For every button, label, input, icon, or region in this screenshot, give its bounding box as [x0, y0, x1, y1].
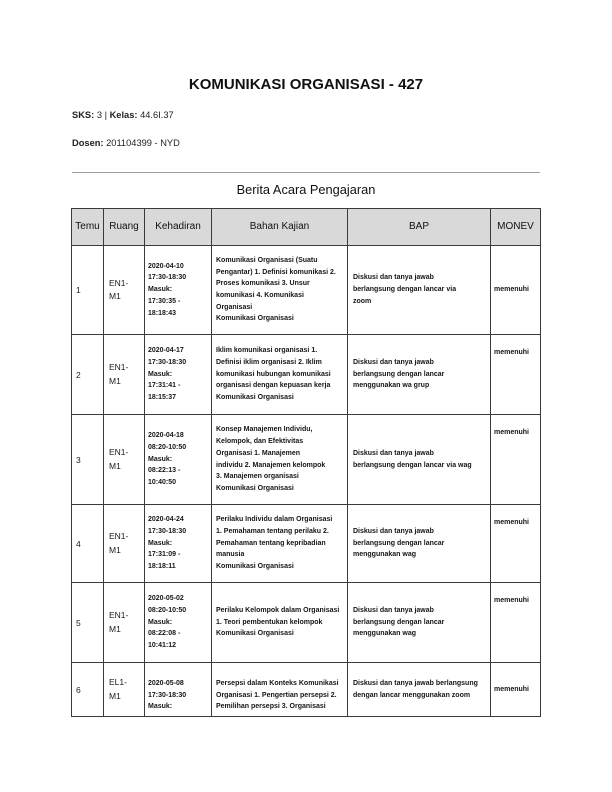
bahan-kajian-text: Perilaku Kelompok dalam Organisasi — [216, 606, 340, 614]
bahan-kajian-text: 3. Manajemen organisasi — [216, 473, 299, 481]
cell-bap — [348, 583, 491, 663]
cell-kehadiran — [145, 505, 212, 583]
cell-bap — [348, 415, 491, 505]
divider — [72, 172, 540, 173]
bap-text: berlangsung dengan lancar — [353, 618, 445, 626]
cell-monev — [491, 663, 541, 717]
course-title: KOMUNIKASI ORGANISASI - 427 — [188, 76, 424, 93]
dosen-value: 201104399 - NYD — [106, 138, 180, 148]
bahan-kajian-text: Komunikasi Organisasi (Suatu — [216, 256, 318, 264]
bap-text: Diskusi dan tanya jawab — [353, 449, 434, 457]
kehadiran-text: 18:18:43 — [148, 309, 177, 317]
temu-text: 3 — [76, 454, 81, 465]
cell-temu — [72, 415, 104, 505]
ruang-text: EN1- — [109, 277, 129, 288]
bahan-kajian-text: Konsep Manajemen Individu, — [216, 426, 313, 434]
cell-bahan-kajian — [212, 246, 348, 335]
cell-monev — [491, 505, 541, 583]
bap-text: menggunakan wag — [353, 551, 417, 559]
kehadiran-text: 10:41:12 — [148, 642, 177, 650]
bap-text: berlangsung dengan lancar via wag — [353, 461, 472, 469]
bahan-kajian-text: organisasi dengan kepuasan kerja — [216, 382, 331, 390]
kehadiran-text: 2020-04-18 — [148, 432, 184, 440]
cell-bap — [348, 505, 491, 583]
bahan-kajian-text: 1. Teori pembentukan kelompok — [216, 618, 323, 626]
bahan-kajian-text: komunikasi hubungan komunikasi — [216, 370, 331, 378]
cell-bap — [348, 335, 491, 415]
kehadiran-text: 17:31:09 - — [148, 551, 181, 559]
bap-text: Diskusi dan tanya jawab — [353, 606, 434, 614]
bahan-kajian-text: Definisi iklim organisasi 2. Iklim — [216, 358, 322, 366]
cell-kehadiran — [145, 335, 212, 415]
bahan-kajian-text: Komunikasi Organisasi — [216, 394, 294, 402]
kehadiran-text: 17:30-18:30 — [148, 274, 187, 282]
temu-text: 2 — [76, 369, 81, 380]
cell-ruang — [104, 663, 145, 717]
ruang-text: EN1- — [109, 362, 129, 372]
bahan-kajian-text: Komunikasi Organisasi — [216, 563, 294, 571]
column-header-bahan-kajian: Bahan Kajian — [212, 209, 348, 246]
kehadiran-text: Masuk: — [148, 455, 173, 463]
kehadiran-text: 17:31:41 - — [148, 382, 181, 390]
bahan-kajian-text: Perilaku Individu dalam Organisasi — [216, 516, 333, 524]
meta-separator: | — [104, 110, 107, 120]
monev-text: memenuhi — [494, 519, 530, 526]
cell-bahan-kajian — [212, 663, 348, 717]
bahan-kajian-text: Organisasi — [216, 303, 253, 311]
kehadiran-text: 2020-05-08 — [148, 680, 184, 687]
teaching-record-table — [71, 208, 541, 717]
temu-text: 6 — [76, 684, 81, 695]
bahan-kajian-text: Kelompok, dan Efektivitas — [216, 438, 304, 446]
lecturer-info — [72, 137, 180, 149]
kelas-value: 44.6I.37 — [140, 110, 174, 120]
dosen-label: Dosen: — [72, 138, 104, 148]
cell-temu — [72, 246, 104, 335]
kehadiran-text: 2020-04-17 — [148, 347, 184, 355]
monev-text: memenuhi — [494, 685, 530, 693]
bahan-kajian-text: Komunikasi Organisasi — [216, 315, 294, 323]
ruang-text: M1 — [109, 460, 121, 471]
cell-kehadiran — [145, 583, 212, 663]
bahan-kajian-text: 1. Pemahaman tentang perilaku 2. — [216, 527, 329, 535]
bahan-kajian-text: Pemilihan persepsi 3. Organisasi — [216, 703, 326, 711]
bap-text: berlangsung dengan lancar — [353, 370, 445, 378]
kehadiran-text: Masuk: — [148, 539, 173, 547]
ruang-text: EN1- — [109, 610, 129, 620]
monev-text: memenuhi — [494, 429, 530, 436]
bahan-kajian-text: Proses komunikasi 3. Unsur — [216, 280, 310, 288]
bap-text: dengan lancar menggunakan zoom — [353, 691, 471, 699]
column-header-ruang: Ruang — [104, 209, 145, 246]
column-header-bap: BAP — [348, 209, 491, 246]
cell-bahan-kajian — [212, 415, 348, 505]
kehadiran-text: 2020-04-10 — [148, 262, 184, 270]
bahan-kajian-text: Komunikasi Organisasi — [216, 630, 294, 638]
kehadiran-text: 08:20-10:50 — [148, 443, 187, 451]
column-header-monev: MONEV — [491, 209, 541, 246]
kehadiran-text: Masuk: — [148, 618, 173, 626]
kehadiran-text: Masuk: — [148, 286, 173, 294]
cell-ruang — [104, 246, 145, 335]
temu-text: 5 — [76, 617, 81, 628]
section-title: Berita Acara Pengajaran — [236, 182, 376, 197]
cell-ruang — [104, 335, 145, 415]
class-info — [72, 109, 174, 121]
cell-bahan-kajian — [212, 335, 348, 415]
kehadiran-text: 18:15:37 — [148, 394, 177, 402]
cell-monev — [491, 415, 541, 505]
bahan-kajian-text: Organisasi 1. Pengertian persepsi 2. — [216, 691, 337, 699]
bap-text: zoom — [353, 297, 372, 305]
cell-ruang — [104, 415, 145, 505]
cell-monev — [491, 246, 541, 335]
cell-bahan-kajian — [212, 583, 348, 663]
monev-text: memenuhi — [494, 286, 530, 294]
ruang-text: M1 — [109, 690, 121, 701]
bahan-kajian-text: Organisasi 1. Manajemen — [216, 449, 301, 457]
cell-temu — [72, 663, 104, 717]
ruang-text: EN1- — [109, 447, 129, 457]
bap-text: menggunakan wa grup — [353, 382, 430, 390]
cell-monev — [491, 583, 541, 663]
column-header-temu: Temu — [72, 209, 104, 246]
bahan-kajian-text: Komunikasi Organisasi — [216, 484, 294, 492]
bap-text: berlangsung dengan lancar — [353, 539, 445, 547]
kehadiran-text: 10:40:50 — [148, 479, 177, 487]
bap-text: menggunakan wag — [353, 630, 417, 638]
cell-bap — [348, 663, 491, 717]
cell-ruang — [104, 583, 145, 663]
bap-text: Diskusi dan tanya jawab — [353, 527, 434, 535]
cell-kehadiran — [145, 663, 212, 717]
sks-value: 3 — [96, 110, 102, 120]
cell-monev — [491, 335, 541, 415]
kehadiran-text: 08:22:08 - — [148, 630, 181, 638]
kehadiran-text: 08:20-10:50 — [148, 606, 187, 614]
monev-text: memenuhi — [494, 349, 530, 356]
bahan-kajian-text: manusia — [216, 551, 245, 559]
cell-temu — [72, 583, 104, 663]
bahan-kajian-text: Pengantar) 1. Definisi komunikasi 2. — [216, 268, 336, 276]
temu-text: 4 — [76, 538, 81, 549]
kehadiran-text: 2020-04-24 — [148, 516, 184, 524]
cell-kehadiran — [145, 415, 212, 505]
kehadiran-text: 17:30:35 - — [148, 297, 181, 305]
cell-bahan-kajian — [212, 505, 348, 583]
bap-text: Diskusi dan tanya jawab berlangsung — [353, 679, 478, 687]
ruang-text: M1 — [109, 291, 121, 301]
column-header-kehadiran: Kehadiran — [145, 209, 212, 246]
kehadiran-text: Masuk: — [148, 370, 173, 378]
bap-text: Diskusi dan tanya jawab — [353, 274, 434, 282]
cell-temu — [72, 505, 104, 583]
sks-label: SKS: — [72, 110, 95, 120]
bahan-kajian-text: Persepsi dalam Konteks Komunikasi — [216, 680, 339, 687]
bahan-kajian-text: individu 2. Manajemen kelompok — [216, 461, 326, 469]
kehadiran-text: Masuk: — [148, 703, 173, 711]
bahan-kajian-text: Pemahaman tentang kepribadian — [216, 539, 326, 547]
ruang-text: M1 — [109, 623, 121, 634]
temu-text: 1 — [76, 285, 81, 295]
bahan-kajian-text: komunikasi 4. Komunikasi — [216, 292, 304, 299]
kehadiran-text: 08:22:13 - — [148, 467, 181, 475]
kehadiran-text: 17:30-18:30 — [148, 691, 187, 699]
ruang-text: EN1- — [109, 531, 129, 541]
ruang-text: M1 — [109, 544, 121, 555]
ruang-text: EL1- — [109, 677, 127, 687]
kelas-label: Kelas: — [109, 110, 138, 120]
cell-temu — [72, 335, 104, 415]
kehadiran-text: 17:30-18:30 — [148, 358, 187, 366]
cell-bap — [348, 246, 491, 335]
ruang-text: M1 — [109, 375, 121, 386]
kehadiran-text: 18:18:11 — [148, 563, 176, 571]
kehadiran-text: 2020-05-02 — [148, 595, 184, 603]
bap-text: berlangsung dengan lancar via — [353, 286, 457, 294]
monev-text: memenuhi — [494, 597, 530, 604]
cell-ruang — [104, 505, 145, 583]
bahan-kajian-text: Iklim komunikasi organisasi 1. — [216, 347, 318, 355]
kehadiran-text: 17:30-18:30 — [148, 527, 187, 535]
bap-text: Diskusi dan tanya jawab — [353, 358, 434, 366]
cell-kehadiran — [145, 246, 212, 335]
